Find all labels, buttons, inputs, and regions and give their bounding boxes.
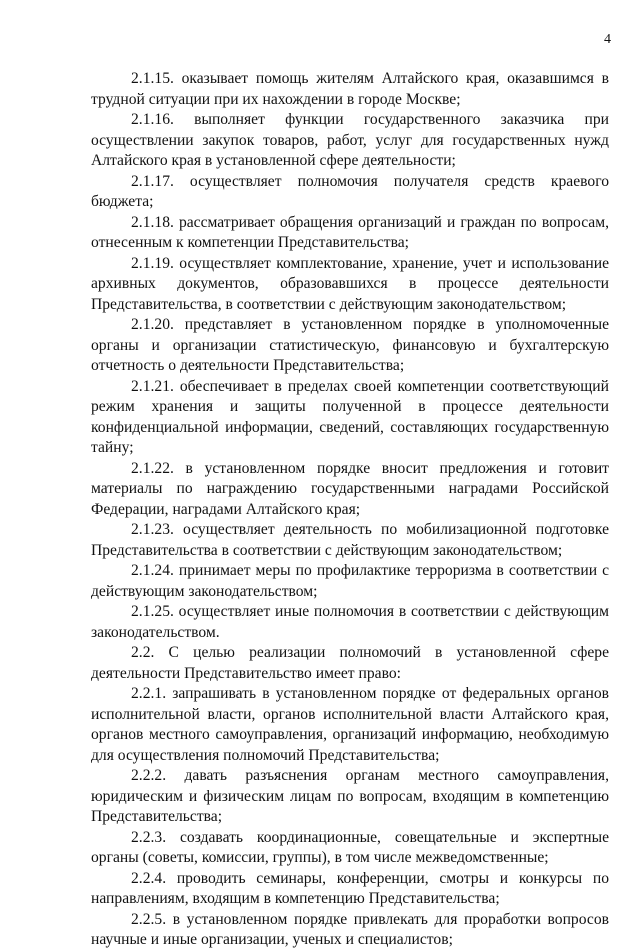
document-body xyxy=(91,69,609,951)
paragraph-2-2-4: 2.2.4. проводить семинары, конференции, смотры и конкурсы по направлениям, входящим в компетенцию Представительства; xyxy=(91,869,609,907)
page-number: 4 xyxy=(604,32,611,47)
paragraph-2-1-21: 2.1.21. обеспечивает в пределах своей компетенции соответствующий режим хранения и защиты полученной в процессе деятельности конфиденциальной информации, сведений, составляющих государственную тайну; xyxy=(91,377,609,456)
paragraph-2-2: 2.2. С целью реализации полномочий в установленной сфере деятельности Представительство имеет право: xyxy=(91,644,609,682)
paragraph-2-1-15: 2.1.15. оказывает помощь жителям Алтайского края, оказавшимся в трудной ситуации при их нахождении в городе Москве; xyxy=(91,70,609,108)
paragraph-2-1-25: 2.1.25. осуществляет иные полномочия в соответствии с действующим законодательством. xyxy=(91,603,609,641)
paragraph-2-1-24: 2.1.24. принимает меры по профилактике терроризма в соответствии с действующим законодательством; xyxy=(91,562,609,600)
paragraph-2-2-3: 2.2.3. создавать координационные, совещательные и экспертные органы (советы, комиссии, группы), в том числе межведомственные; xyxy=(91,828,609,866)
paragraph-2-1-16: 2.1.16. выполняет функции государственного заказчика при осуществлении закупок товаров, работ, услуг для государственных нужд Алтайского края в установленной сфере деятельности; xyxy=(91,111,609,169)
paragraph-2-1-22: 2.1.22. в установленном порядке вносит предложения и готовит материалы по награждению государственными наградами Российской Федерации, наградами Алтайского края; xyxy=(91,459,609,518)
paragraph-2-2-5: 2.2.5. в установленном порядке привлекать для проработки вопросов научные и иные организации, ученых и специалистов; xyxy=(91,910,609,948)
paragraph-2-2-2: 2.2.2. давать разъяснения органам местного самоуправления, юридическим и физическим лицам по вопросам, входящим в компетенцию Представительства; xyxy=(91,767,609,825)
paragraph-2-1-20: 2.1.20. представляет в установленном порядке в уполномоченные органы и организации статистическую, финансовую и бухгалтерскую отчетность о деятельности Представительства; xyxy=(91,316,609,374)
paragraph-2-1-23: 2.1.23. осуществляет деятельность по мобилизационной подготовке Представительства в соответствии с действующим законодательством; xyxy=(91,521,609,559)
paragraph-2-1-18: 2.1.18. рассматривает обращения организаций и граждан по вопросам, отнесенным к компетенции Представительства; xyxy=(91,213,609,251)
paragraph-2-1-17: 2.1.17. осуществляет полномочия получателя средств краевого бюджета; xyxy=(91,172,609,210)
paragraph-2-2-1: 2.2.1. запрашивать в установленном порядке от федеральных органов исполнительной власти, органов исполнительной власти Алтайского края, органов местного самоуправления, организаций информацию, необходимую для осуществления полномочий Представительства; xyxy=(91,685,609,764)
paragraph-2-1-19: 2.1.19. осуществляет комплектование, хранение, учет и использование архивных документов, образовавшихся в процессе деятельности Представительства, в соответствии с действующим законодательством; xyxy=(91,254,609,313)
